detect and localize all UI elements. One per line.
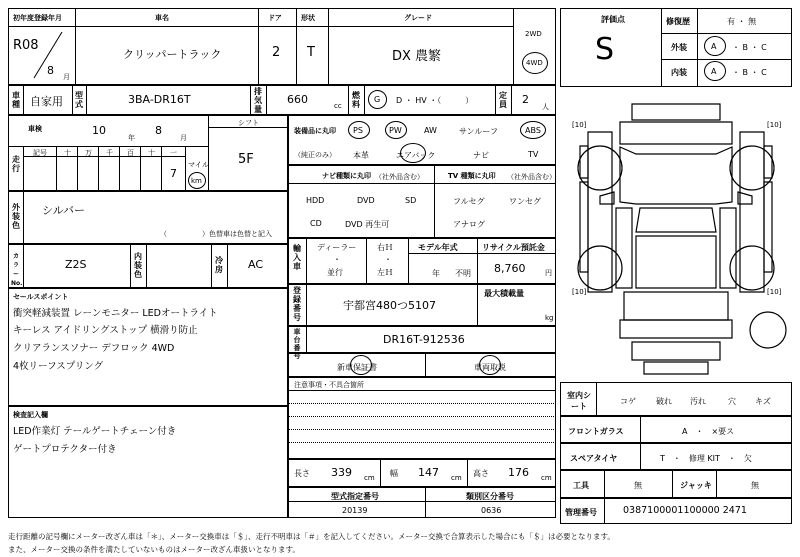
width-unit: cm	[451, 474, 462, 482]
equip-abs: ABS	[525, 126, 541, 135]
sales-point-line: 衝突軽減装置 レーンモニター LEDオートライト	[13, 308, 218, 319]
equip-airbag: エアバック	[396, 151, 436, 160]
fuel-g: G	[374, 95, 381, 104]
divider	[328, 8, 329, 85]
category-value: 0636	[481, 506, 502, 515]
door-count: 2	[272, 45, 281, 60]
import-dot: ・	[333, 255, 341, 264]
car-name: クリッパートラック	[123, 48, 222, 61]
category-label: 類別区分番号	[466, 492, 514, 501]
grade-label: グレード	[404, 14, 432, 22]
mile-label: マイル	[188, 161, 209, 169]
color-label: 外装色	[12, 203, 20, 230]
seat-item: 破れ	[656, 397, 672, 406]
hand-dot: ・	[384, 255, 392, 264]
navi-dvd-play: DVD 再生可	[345, 220, 390, 229]
interior-seat-label: 室内シート	[567, 391, 591, 411]
registration-value: 宇都宮480つ5107	[343, 299, 436, 312]
diagram-label-tr: [10]	[767, 121, 782, 129]
import-parallel: 並行	[327, 268, 343, 277]
mileage-header-5: 十	[148, 149, 155, 157]
tv-label: TV 種類に丸印	[448, 172, 496, 180]
type-designation-label: 型式指定番号	[331, 492, 379, 501]
equip-pw: PW	[389, 126, 402, 135]
grade-value: DX 農繁	[392, 49, 442, 64]
equipment-sub: （純正のみ）	[294, 151, 336, 159]
width-label: 幅	[390, 469, 398, 478]
shaken-label: 車検	[28, 125, 42, 133]
exterior-grade-a: A	[711, 42, 717, 51]
drive-2wd: 2WD	[525, 30, 542, 38]
first-reg-era: R08	[13, 38, 39, 53]
equip-navi: ナビ	[473, 151, 489, 160]
equip-ps: PS	[353, 126, 363, 135]
recycle-value: 8,760	[494, 262, 526, 275]
drive-4wd: 4WD	[526, 59, 543, 67]
exterior-grade-rest: ・ B ・ C	[732, 43, 767, 52]
usage-value: 自家用	[30, 95, 63, 108]
diagram-label-tl: [10]	[572, 121, 587, 129]
repair-history-options: 有 ・ 無	[727, 17, 757, 26]
import-label: 輸入車	[293, 244, 301, 271]
color-value: シルバー	[42, 204, 85, 217]
tv-fullseg: フルセグ	[453, 197, 485, 206]
color-note: （ ）色替車は色替と記入	[160, 230, 272, 238]
equipment-label: 装備品に丸印	[294, 127, 336, 135]
tv-sub: （社外品含む）	[507, 173, 556, 181]
equip-aw: AW	[424, 126, 437, 135]
equip-tv: TV	[528, 150, 539, 159]
type-designation-block	[288, 487, 556, 518]
km-label: km	[191, 177, 202, 185]
fuel-label: 燃料	[352, 91, 360, 109]
displacement-label: 排気量	[254, 87, 262, 114]
capacity-unit: 人	[542, 103, 549, 111]
navi-hdd: HDD	[306, 196, 325, 205]
door-label: ドア	[268, 14, 282, 22]
mileage-header-3: 千	[106, 149, 113, 157]
interior-grade-label: 内装	[671, 68, 687, 77]
score-label: 評価点	[601, 15, 625, 24]
navi-sd: SD	[405, 196, 417, 205]
navi-dvd: DVD	[357, 196, 375, 205]
tools-label: 工具	[573, 481, 589, 490]
mileage-header-1: 十	[64, 149, 71, 157]
diagram-label-bl: [10]	[572, 288, 587, 296]
shaken-year: 10	[92, 124, 106, 137]
diagram-label-br: [10]	[767, 288, 782, 296]
shaken-month: 8	[155, 124, 162, 137]
max-load-unit: kg	[545, 314, 554, 322]
mileage-header-4: 百	[127, 149, 134, 157]
length-label: 長さ	[294, 469, 310, 478]
spare-tire-label: スペアタイヤ	[570, 454, 618, 463]
length-value: 339	[331, 466, 352, 479]
registration-label: 登録番号	[293, 286, 301, 322]
navi-cd: CD	[310, 219, 322, 228]
width-value: 147	[418, 466, 439, 479]
capacity-label: 定員	[499, 91, 507, 109]
spare-tire-value: T ・ 修理 KIT ・ 欠	[660, 454, 752, 463]
sales-point-line: クリアランスソナー デフロック 4WD	[13, 343, 175, 354]
height-unit: cm	[541, 474, 552, 482]
divider	[75, 8, 76, 85]
height-label: 高さ	[473, 469, 489, 478]
footer-note-2: また、メーター交換の条件を満たしていないものはメーター改ざん車扱いとなります。	[8, 545, 300, 554]
model-year-year: 年	[432, 269, 440, 278]
vehicle-diagram	[560, 92, 792, 382]
mileage-value: 7	[170, 167, 177, 180]
recycle-label: リサイクル預託金	[482, 243, 545, 252]
inspector-line: LED作業灯 テールゲートチェーン付き	[13, 426, 177, 437]
max-load-label: 最大積載量	[484, 289, 524, 298]
month-unit: 月	[63, 73, 70, 81]
interior-grade-a: A	[711, 67, 717, 76]
tv-oneseg: ワンセグ	[509, 197, 541, 206]
shape-label: 形状	[301, 14, 315, 22]
windshield-value: A ・ ×要ス	[682, 427, 735, 436]
chassis-value: DR16T-912536	[383, 333, 465, 346]
header-row	[8, 8, 556, 85]
mileage-label: 走行	[12, 155, 20, 173]
new-car-warranty: 新車保証書	[337, 363, 377, 372]
jack-label: ジャッキ	[680, 481, 712, 490]
mileage-header-6: 一	[170, 149, 177, 157]
shift-value: 5F	[238, 152, 254, 167]
footer-note-1: 走行距離の記号欄にメーター改ざん車は「＊」、メーター交換車は「＄」、走行不明車は「＃」を記入してください。メーター交換で合算表示した場合にも「＄」は必要となります。	[8, 532, 615, 541]
chassis-label: 車台番号	[293, 328, 301, 360]
cooler-label: 冷房	[215, 256, 223, 274]
divider	[258, 8, 259, 85]
seat-item: 汚れ	[690, 397, 706, 406]
model-label: 型式	[75, 91, 83, 109]
equip-leather: 本革	[353, 151, 369, 160]
tools-value: 無	[634, 481, 642, 490]
repair-history-label: 修復歴	[666, 17, 690, 26]
sales-points-label: セールスポイント	[13, 293, 69, 301]
color-no-value: Z2S	[65, 258, 87, 271]
tv-analog: アナログ	[453, 220, 485, 229]
mgmt-number-value: 0387100001100000 2471	[623, 505, 747, 516]
first-reg-label: 初年度登録年月	[13, 14, 62, 22]
header-divider	[8, 26, 513, 27]
sales-point-line: キーレス アイドリングストップ 横滑り防止	[13, 325, 198, 336]
color-no-label: カラーNo.	[11, 253, 23, 287]
interior-grade-rest: ・ B ・ C	[732, 68, 767, 77]
cc-unit: cc	[334, 102, 342, 110]
type-designation-value: 20139	[342, 506, 368, 515]
score-value: S	[595, 32, 615, 67]
inspector-line: ゲートプロテクター付き	[13, 444, 117, 455]
height-value: 176	[508, 466, 529, 479]
color-no-block	[8, 244, 288, 288]
model-year-label: モデル年式	[418, 243, 458, 252]
capacity-value: 2	[522, 93, 529, 106]
seat-item: 穴	[728, 397, 736, 406]
shift-label: シフト	[238, 119, 259, 127]
inspector-label: 検査記入欄	[13, 411, 48, 419]
vehicle-manual: 車両取説	[474, 363, 506, 372]
seat-item: キズ	[755, 397, 771, 406]
mgmt-number-label: 管理番号	[565, 508, 597, 517]
right-hand: 右Ｈ	[377, 243, 393, 252]
divider	[296, 8, 297, 85]
jack-value: 無	[751, 481, 759, 490]
length-unit: cm	[364, 474, 375, 482]
car-name-label: 車名	[155, 14, 169, 22]
fuel-others: D ・ HV ・（ ）	[396, 96, 474, 105]
mileage-header-0: 記号	[33, 149, 47, 157]
month-unit-2: 月	[180, 134, 187, 142]
mileage-header-2: 万	[85, 149, 92, 157]
import-dealer: ディーラー	[317, 243, 357, 252]
cooler-value: AC	[248, 258, 264, 271]
model-value: 3BA-DR16T	[128, 93, 191, 106]
windshield-label: フロントガラス	[568, 427, 624, 436]
interior-color-label: 内装色	[134, 252, 142, 279]
displacement-value: 660	[287, 93, 308, 106]
seat-item: コゲ	[620, 397, 636, 406]
navi-label: ナビ種類に丸印	[322, 172, 371, 180]
divider	[513, 8, 514, 85]
sales-point-line: 4枚リーフスプリング	[13, 361, 104, 372]
year-unit: 年	[128, 134, 135, 142]
model-row	[8, 85, 556, 115]
warranty-block	[288, 353, 556, 377]
first-reg-month: 8	[47, 64, 54, 77]
model-year-unknown: 不明	[455, 269, 471, 278]
recycle-unit: 円	[545, 269, 552, 277]
left-hand: 左Ｈ	[377, 268, 393, 277]
equip-sunroof: サンルーフ	[459, 127, 498, 136]
body-shape: T	[307, 45, 315, 60]
navi-sub: （社外品含む）	[375, 173, 424, 181]
notes-label: 注意事項・不具合箇所	[294, 381, 364, 389]
usage-label: 車種	[12, 91, 20, 109]
exterior-grade-label: 外装	[671, 43, 687, 52]
